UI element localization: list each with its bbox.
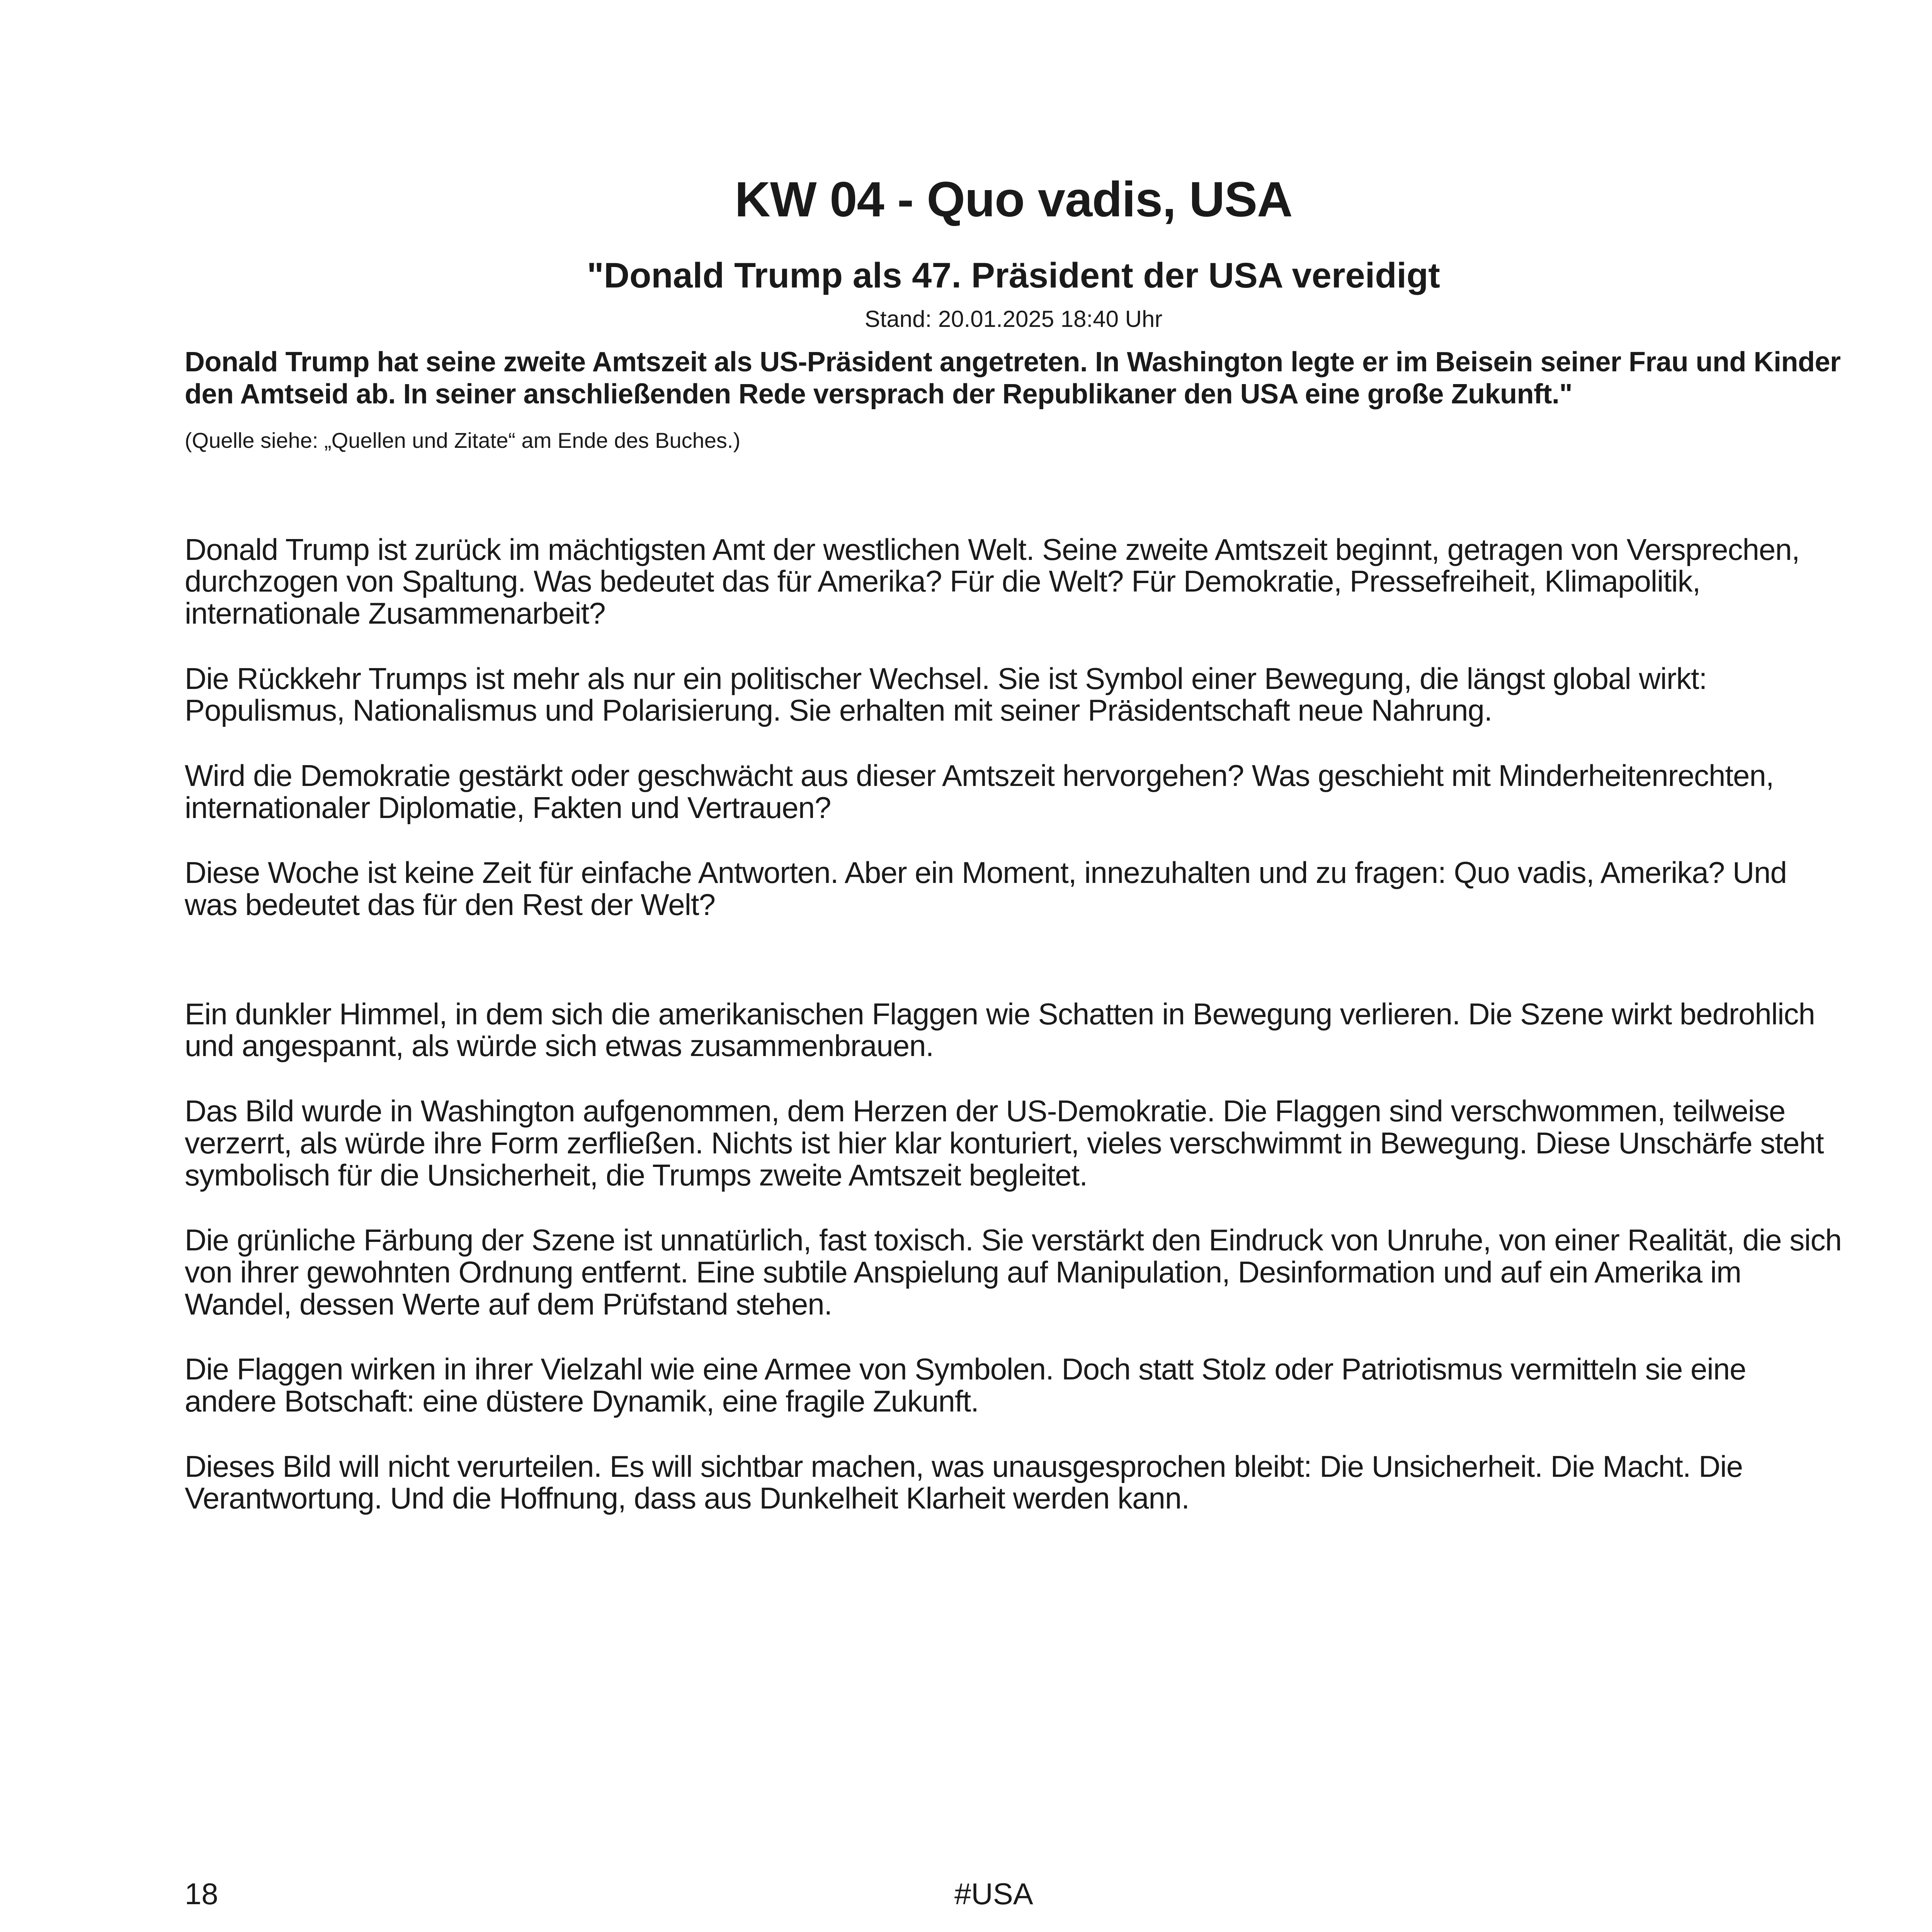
page-title: KW 04 - Quo vadis, USA [735,172,1293,227]
source-note: (Quelle siehe: „Quellen und Zitate“ am Ende des Buches.) [185,428,741,452]
paragraph-2: Die Rückkehr Trumps ist mehr als nur ein politischer Wechsel. Sie ist Symbol einer Bewegung, die längst global wirkt: Populismus, Nationalismus und Polarisierung. Sie erhalten mit seiner Präsidentschaft neue Nahrung. [185,661,1707,728]
paragraph-4: Diese Woche ist keine Zeit für einfache Antworten. Aber ein Moment, innezuhalten und zu fragen: Quo vadis, Amerika? Und was bedeutet das für den Rest der Welt? [185,855,1787,922]
paragraph-7: Die grünliche Färbung der Szene ist unnatürlich, fast toxisch. Sie verstärkt den Eindruck von Unruhe, von einer Realität, die sich von ihrer gewohnten Ordnung entfernt. Eine subtile Anspielung auf Manipulation, Desinformation und auf ein Amerika im Wandel, dessen Werte auf dem Prüfstand stehen. [185,1223,1842,1321]
paragraph-6: Das Bild wurde in Washington aufgenommen, dem Herzen der US-Demokratie. Die Flaggen sind verschwommen, teilweise verzerrt, als würde ihre Form zerfließen. Nichts ist hier klar konturiert, vieles verschwimmt in Bewegung. Diese Unschärfe steht symbolisch für die Unsicherheit, die Trumps zweite Amtszeit begleitet. [185,1094,1824,1192]
paragraph-8: Die Flaggen wirken in ihrer Vielzahl wie eine Armee von Symbolen. Doch statt Stolz oder Patriotismus vermitteln sie eine andere Botschaft: eine düstere Dynamik, eine fragile Zukunft. [185,1352,1746,1418]
article-subtitle: "Donald Trump als 47. Präsident der USA vereidigt [587,255,1440,295]
article-lead: Donald Trump hat seine zweite Amtszeit als US-Präsident angetreten. In Washington legte er im Beisein seiner Frau und Kinder den Amtseid ab. In seiner anschließenden Rede versprach der Republikaner den USA eine große Zukunft." [185,346,1841,410]
paragraph-5: Ein dunkler Himmel, in dem sich die amerikanischen Flaggen wie Schatten in Bewegung verlieren. Die Szene wirkt bedrohlich und angespannt, als würde sich etwas zusammenbrauen. [185,997,1815,1063]
footer-hashtag: #USA [954,1877,1033,1911]
paragraph-9: Dieses Bild will nicht verurteilen. Es will sichtbar machen, was unausgesprochen bleibt: Die Unsicherheit. Die Macht. Die Verantwortung. Und die Hoffnung, dass aus Dunkelheit Klarheit werden kann. [185,1449,1743,1515]
article [185,170,1842,1514]
paragraph-3: Wird die Demokratie gestärkt oder geschwächt aus dieser Amtszeit hervorgehen? Was geschieht mit Minderheitenrechten, internationaler Diplomatie, Fakten und Vertrauen? [185,759,1774,825]
paragraph-1: Donald Trump ist zurück im mächtigsten Amt der westlichen Welt. Seine zweite Amtszeit beginnt, getragen von Versprechen, durchzogen von Spaltung. Was bedeutet das für Amerika? Für die Welt? Für Demokratie, Pressefreiheit, Klimapolitik, internationale Zusammenarbeit? [185,532,1800,631]
article-timestamp: Stand: 20.01.2025 18:40 Uhr [864,306,1163,332]
page-number: 18 [185,1877,218,1911]
